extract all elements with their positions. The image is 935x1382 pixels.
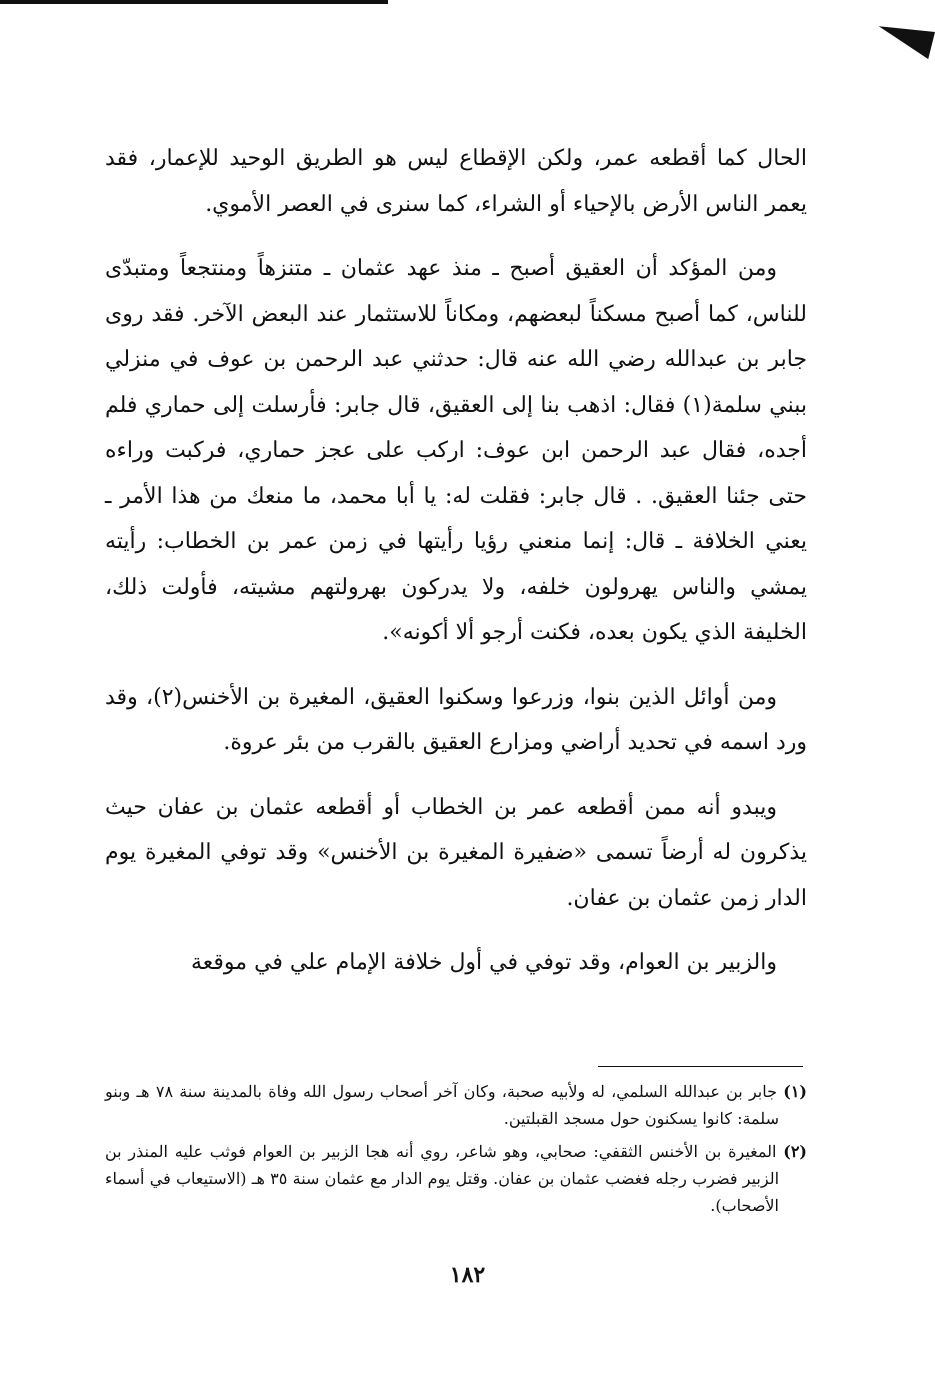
footnote-number: (١) [783, 1082, 807, 1101]
footnote-text: المغيرة بن الأخنس الثقفي: صحابي، وهو شاعر، روي أنه هجا الزبير بن العوام فوثب عليه المنذر بن الزبير فضرب رجله فغضب عثمان بن عفان. وقتل يوم الدار مع عثمان سنة ٣٥ هـ (الاستيعاب في أسماء الأصحاب). [105, 1142, 780, 1215]
paragraph-4: ويبدو أنه ممن أقطعه عمر بن الخطاب أو أقطعه عثمان بن عفان حيث يذكرون له أرضاً تسمى «ضفيرة المغيرة بن الأخنس» وقد توفي المغيرة يوم الدار زمن عثمان بن عفان. [105, 794, 807, 911]
page-number: ١٨٢ [449, 1262, 486, 1288]
paragraph-5: والزبير بن العوام، وقد توفي في أول خلافة الإمام علي في موقعة [191, 950, 777, 975]
footnote-number: (٢) [783, 1142, 807, 1161]
paragraph-3: ومن أوائل الذين بنوا، وزرعوا وسكنوا العقيق، المغيرة بن الأخنس(٢)، وقد ورد اسمه في تحديد أراضي ومزارع العقيق بالقرب من بئر عروة. [105, 684, 807, 755]
footnotes [105, 1078, 807, 1225]
footnote-1 [105, 1078, 807, 1132]
footnote-separator [598, 1066, 803, 1067]
paragraph-1: الحال كما أقطعه عمر، ولكن الإقطاع ليس هو الطريق الوحيد للإعمار، فقد يعمر الناس الأرض بالإحياء أو الشراء، كما سنرى في العصر الأموي. [105, 146, 807, 217]
paragraph-2: ومن المؤكد أن العقيق أصبح ـ منذ عهد عثمان ـ متنزهاً ومنتجعاً ومتبدّى للناس، كما أصبح مسكناً لبعضهم، ومكاناً للاستثمار عند البعض الآخر. فقد روى جابر بن عبدالله رضي الله عنه قال: حدثني عبد الرحمن بن عوف في منزلي ببني سلمة(١) فقال: اذهب بنا إلى العقيق، قال جابر: فأرسلت إلى حماري فلم أجده، فقال عبد الرحمن ابن عوف: اركب على عجز حماري، فركبت وراءه حتى جئنا العقيق. . قال جابر: فقلت له: يا أبا محمد، ما منعك من هذا الأمر ـ يعني الخلافة ـ قال: إنما منعني رؤيا رأيتها في زمن عمر بن الخطاب: رأيته يمشي والناس يهرولون خلفه، ولا يدركون بهرولتهم مشيته، فأولت ذلك، الخليفة الذي يكون بعده، فكنت أرجو ألا أكونه». [105, 256, 808, 645]
footnote-text: جابر بن عبدالله السلمي، له ولأبيه صحبة، وكان آخر أصحاب رسول الله وفاة بالمدينة سنة ٧٨ هـ وبنو سلمة: كانوا يسكنون حول مسجد القبلتين. [105, 1082, 779, 1128]
top-scan-edge [0, 0, 388, 4]
corner-marker [874, 18, 935, 59]
footnote-2 [105, 1138, 807, 1219]
body-text [105, 136, 807, 1005]
